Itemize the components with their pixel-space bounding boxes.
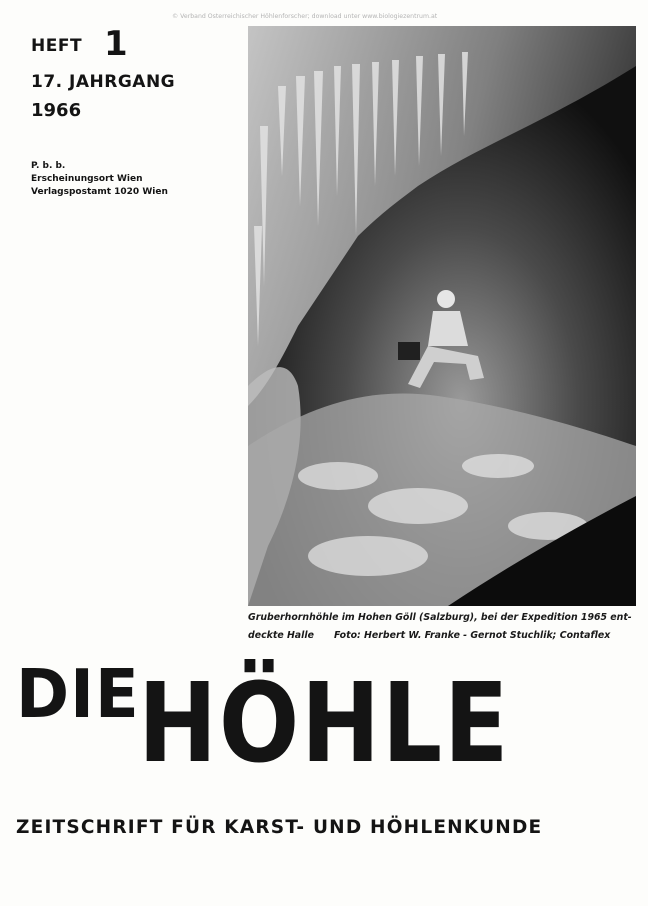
postal-line-1: P. b. b. [31, 161, 66, 171]
masthead-hoehle: HÖHLE [138, 659, 511, 787]
postal-line-2: Erscheinungsort Wien [31, 174, 143, 184]
photo-caption-start: deckte Halle [248, 630, 314, 641]
cave-photo-icon [248, 26, 636, 606]
cave-photo [248, 26, 636, 606]
postal-line-3: Verlagspostamt 1020 Wien [31, 187, 168, 197]
photo-credit: Foto: Herbert W. Franke - Gernot Stuchlik; Contaflex [334, 630, 611, 641]
issue-heft-number: 1 [104, 24, 128, 64]
issue-heft-label: HEFT [31, 36, 83, 56]
masthead-subtitle: ZEITSCHRIFT FÜR KARST- UND HÖHLENKUNDE [16, 817, 543, 838]
issue-year: 1966 [31, 100, 82, 121]
masthead-die: DIE [16, 656, 140, 734]
copyright-watermark: © Verband Österreichischer Höhlenforscher; download unter www.biologiezentrum.at [172, 13, 438, 20]
photo-caption-line-2 [248, 630, 611, 641]
issue-volume: 17. JAHRGANG [31, 72, 176, 92]
photo-caption-line-1: Gruberhornhöhle im Hohen Göll (Salzburg), bei der Expedition 1965 ent- [248, 612, 632, 623]
